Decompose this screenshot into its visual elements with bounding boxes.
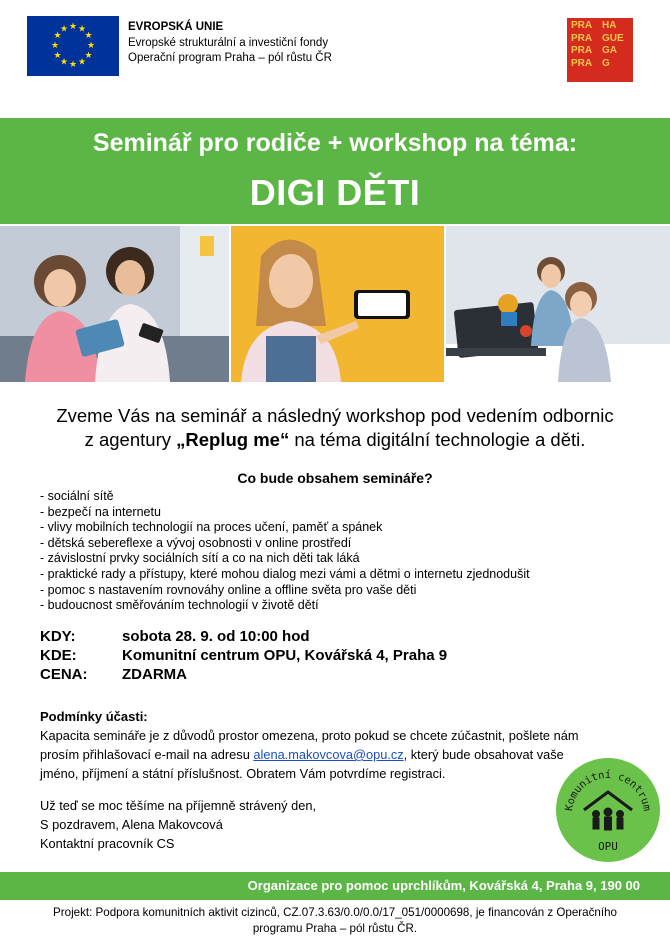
svg-text:★: ★ [86, 41, 96, 51]
praha-logo: PRA HA PRA GUE PRA GA PRA G [567, 18, 633, 82]
conditions-heading: Podmínky účasti: [40, 709, 148, 724]
badge-top-text: Komunitní centrum [563, 769, 653, 812]
list-item: - bezpečí na internetu [40, 504, 161, 519]
email-link[interactable]: alena.makovcova@opu.cz [253, 747, 404, 762]
list-item: - budoucnost směřováním technologií v životě dětí [40, 598, 319, 613]
conditions-block [40, 707, 640, 783]
project-note [0, 905, 670, 936]
detail-price: CENA: ZDARMA [40, 666, 187, 683]
svg-text:★: ★ [77, 57, 87, 68]
agency-name: „Replug me“ [176, 429, 290, 450]
eu-program: Operační program Praha – pól růstu ČR [128, 52, 332, 64]
closing-line: S pozdravem, Alena Makovcová [40, 817, 223, 832]
list-item: - vlivy mobilních technologií na proces učení, paměť a spánek [40, 520, 383, 535]
svg-text:★: ★ [77, 24, 87, 35]
footer-bar [0, 872, 670, 900]
event-details [40, 627, 447, 684]
svg-text:★: ★ [53, 31, 62, 41]
svg-text:★: ★ [84, 31, 93, 41]
svg-text:★: ★ [68, 22, 78, 32]
list-item: - závislostní prvky sociálních sítí a co na nich děti tak láká [40, 551, 360, 566]
detail-where: KDE: Komunitní centrum OPU, Kovářská 4, Praha 9 [40, 647, 448, 664]
family-house-icon [584, 792, 632, 830]
svg-text:★: ★ [68, 60, 78, 70]
badge-bottom-text: OPU [598, 840, 618, 853]
conditions-line3: jméno, příjmení a státní příslušnost. Obratem Vám potvrdíme registraci. [40, 766, 446, 781]
list-item: - pomoc s nastavením rovnováhy online a offline světa pro vaše děti [40, 582, 417, 597]
closing-line: Kontaktní pracovník CS [40, 836, 175, 851]
intro-line1: Zveme Vás na seminář a následný workshop pod vedením odbornic [56, 405, 614, 426]
eu-funds: Evropské strukturální a investiční fondy [128, 36, 329, 49]
list-item: - praktické rady a přístupy, které mohou dialog mezi vámi a dětmi o internetu zjednodušit [40, 566, 530, 581]
svg-text:★: ★ [59, 24, 69, 35]
svg-text:★: ★ [84, 51, 93, 61]
detail-when: KDY: sobota 28. 9. od 10:00 hod [40, 628, 310, 645]
topics-list [40, 489, 530, 614]
banner-title: DIGI DĚTI [249, 172, 421, 213]
photo-girl-with-phone [231, 226, 444, 382]
intro-text [0, 404, 670, 452]
topics-heading: Co bude obsahem semináře? [237, 470, 433, 486]
community-center-badge [556, 758, 660, 862]
eu-stars-icon [27, 16, 119, 76]
title-banner [0, 118, 670, 224]
closing-block [40, 796, 316, 853]
eu-text-block [128, 20, 332, 67]
closing-line: Už teď se moc těšíme na příjemně strávený den, [40, 798, 317, 813]
banner-subtitle: Seminář pro rodiče + workshop na téma: [92, 129, 578, 157]
project-line1: Projekt: Podpora komunitních aktivit cizinců, CZ.07.3.63/0.0/0.0/17_051/0000698, je financován z Operačního [53, 906, 617, 919]
svg-text:★: ★ [59, 57, 69, 68]
photo-girls-with-tablet [0, 226, 229, 382]
svg-text:★: ★ [50, 41, 60, 51]
eu-title: EVROPSKÁ UNIE [128, 21, 224, 33]
photo-children-with-robot [446, 226, 670, 382]
project-line2: programu Praha – pól růstu ČR. [252, 921, 418, 935]
intro-line2: z agentury „Replug me“ na téma digitální technologie a děti. [84, 429, 586, 450]
list-item: - dětská sebereflexe a vývoj osobnosti v online prostředí [40, 535, 352, 550]
conditions-line1: Kapacita semináře je z důvodů prostor omezena, proto pokud se chcete zúčastnit, pošlete nám [40, 728, 579, 743]
svg-text:★: ★ [53, 51, 62, 61]
footer-organization: Organizace pro pomoc uprchlíkům, Kovářská 4, Praha 9, 190 00 [247, 878, 640, 893]
list-item: - sociální sítě [40, 489, 114, 503]
conditions-line2: prosím přihlašovací e-mail na adresu alena.makovcova@opu.cz, který bude obsahovat vaše [40, 747, 564, 762]
eu-flag-logo [27, 16, 119, 76]
